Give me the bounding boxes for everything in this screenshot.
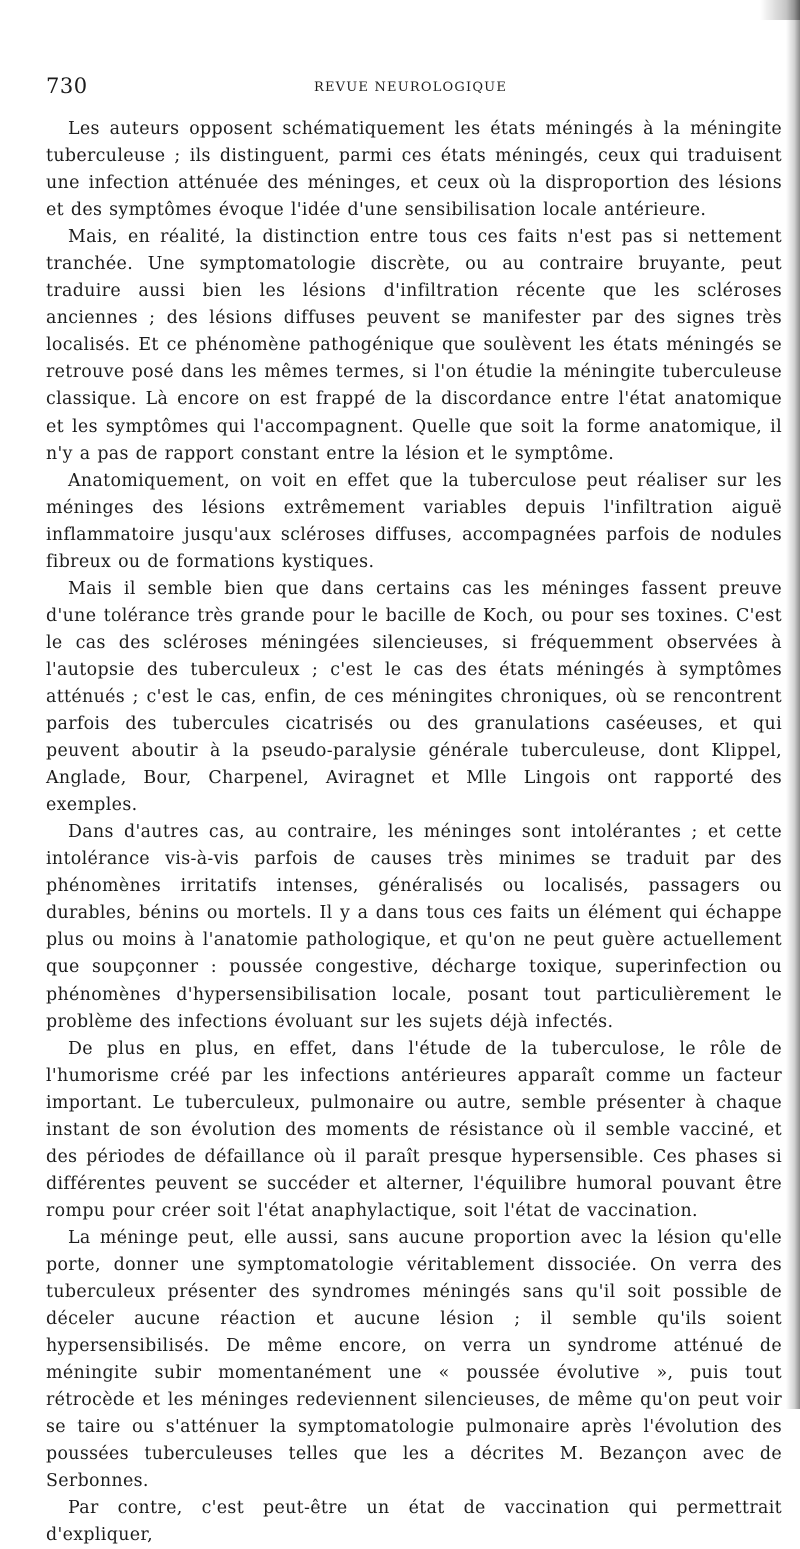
paragraph: Mais, en réalité, la distinction entre tous ces faits n'est pas si nettement tranchée. Une symptomatologie discrète, ou au contraire bruyante, peut traduire aussi bien les lésions d'infiltration récente que les scléroses anciennes ; des lésions diffuses peuvent se manifester par des signes très localisés. Et ce phénomène pathogénique que soulèvent les états méningés se retrouve posé dans les mêmes termes, si l'on étudie la méningite tuberculeuse classique. Là encore on est frappé de la discordance entre l'état anatomique et les symptômes qui l'accompagnent. Quelle que soit la forme anatomique, il n'y a pas de rapport constant entre la lésion et le symptôme.: [46, 227, 782, 464]
paragraph: Dans d'autres cas, au contraire, les méninges sont intolérantes ; et cette intolérance vis-à-vis parfois de causes très minimes se traduit par des phénomènes irritatifs intenses, généralisés ou localisés, passagers ou durables, bénins ou mortels. Il y a dans tous ces faits un élément qui échappe plus ou moins à l'anatomie pathologique, et qu'on ne peut guère actuellement que soupçonner : poussée congestive, décharge toxique, superinfection ou phénomènes d'hypersensibilisation locale, posant tout particulièrement le problème des infections évoluant sur les sujets déjà infectés.: [46, 822, 782, 1032]
page-corner-shadow: [760, 0, 800, 20]
paragraph: Mais il semble bien que dans certains cas les méninges fassent preuve d'une tolérance très grande pour le bacille de Koch, ou pour ses toxines. C'est le cas des scléroses méningées silencieuses, si fréquemment observées à l'autopsie des tuberculeux ; c'est le cas des états méningés à symptômes atténués ; c'est le cas, enfin, de ces méningites chroniques, où se rencontrent parfois des tubercules cicatrisés ou des granulations caséeuses, et qui peuvent aboutir à la pseudo-paralysie générale tuberculeuse, dont Klippel, Anglade, Bour, Charpenel, Aviragnet et Mlle Lingois ont rapporté des exemples.: [46, 578, 782, 816]
page-number: 730: [46, 74, 88, 98]
page-edge-shadow: [786, 0, 800, 1409]
paragraph: La méninge peut, elle aussi, sans aucune proportion avec la lésion qu'elle porte, donner une symptomatologie véritablement dissociée. On verra des tuberculeux présenter des syndromes méningés sans qu'il soit possible de déceler aucune réaction et aucune lésion ; il semble qu'ils soient hypersensibilisés. De même encore, on verra un syndrome atténué de méningite subir momentanément une « poussée évolutive », puis tout rétrocède et les méninges redeviennent silencieuses, de même qu'on peut voir se taire ou s'atténuer la symptomatologie pulmonaire après l'évolution des poussées tuberculeuses telles que les a décrites M. Bezançon avec de Serbonnes.: [46, 1227, 782, 1492]
paragraph: Anatomiquement, on voit en effet que la tuberculose peut réaliser sur les méninges des lésions extrêmement variables depuis l'infiltration aiguë inflammatoire jusqu'aux scléroses diffuses, accompagnées parfois de nodules fibreux ou de formations kystiques.: [46, 470, 782, 572]
running-title: REVUE NEUROLOGIQUE: [314, 80, 508, 95]
paragraph: De plus en plus, en effet, dans l'étude de la tuberculose, le rôle de l'humorisme créé par les infections antérieures apparaît comme un facteur important. Le tuberculeux, pulmonaire ou autre, semble présenter à chaque instant de son évolution des moments de résistance où il semble vacciné, et des périodes de défaillance où il paraît presque hypersensible. Ces phases si différentes peuvent se succéder et alterner, l'équilibre humoral pouvant être rompu pour créer soit l'état anaphylactique, soit l'état de vaccination.: [46, 1038, 782, 1221]
paragraph: Les auteurs opposent schématiquement les états méningés à la méningite tuberculeuse ; ils distinguent, parmi ces états méningés, ceux qui traduisent une infection atténuée des méninges, et ceux où la disproportion des lésions et des symptômes évoque l'idée d'une sensibilisation locale antérieure.: [46, 119, 782, 221]
body-text: [46, 116, 782, 1549]
page-header: [46, 74, 782, 102]
paragraph: Par contre, c'est peut-être un état de vaccination qui permettrait d'expliquer,: [46, 1498, 782, 1546]
